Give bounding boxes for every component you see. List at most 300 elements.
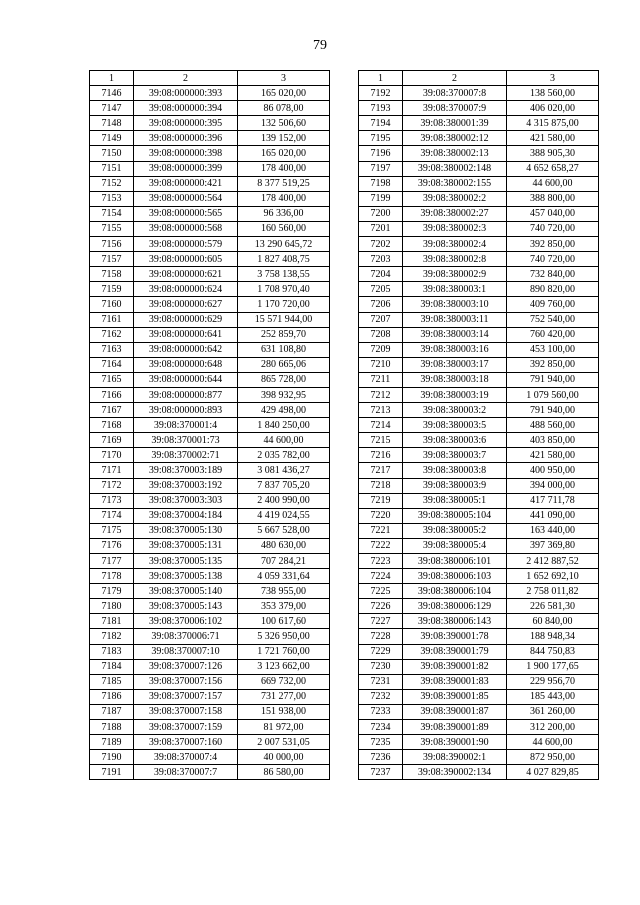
value-cell: 441 090,00 [507, 508, 599, 523]
cadastral-number-cell: 39:08:390002:134 [403, 765, 507, 780]
table-row [90, 387, 330, 402]
row-number-cell: 7235 [359, 735, 403, 750]
table-row [90, 599, 330, 614]
cadastral-number-cell: 39:08:370007:9 [403, 101, 507, 116]
value-cell: 60 840,00 [507, 614, 599, 629]
cadastral-number-cell: 39:08:380003:18 [403, 372, 507, 387]
table-row [359, 765, 599, 780]
table-row [90, 237, 330, 252]
table-row [90, 538, 330, 553]
row-number-cell: 7186 [90, 689, 134, 704]
row-number-cell: 7151 [90, 161, 134, 176]
row-number-cell: 7224 [359, 569, 403, 584]
cadastral-table-left [89, 70, 330, 780]
cadastral-number-cell: 39:08:370005:130 [134, 523, 238, 538]
row-number-cell: 7194 [359, 116, 403, 131]
row-number-cell: 7161 [90, 312, 134, 327]
table-row [359, 206, 599, 221]
row-number-cell: 7196 [359, 146, 403, 161]
row-number-cell: 7188 [90, 720, 134, 735]
table-row [90, 644, 330, 659]
value-cell: 188 948,34 [507, 629, 599, 644]
row-number-cell: 7180 [90, 599, 134, 614]
table-row [359, 403, 599, 418]
value-cell: 138 560,00 [507, 86, 599, 101]
table-row [90, 448, 330, 463]
row-number-cell: 7157 [90, 252, 134, 267]
row-number-cell: 7212 [359, 387, 403, 402]
value-cell: 398 932,95 [238, 387, 330, 402]
table-row [359, 327, 599, 342]
value-cell: 1 708 970,40 [238, 282, 330, 297]
column-header-number: 1 [359, 71, 403, 86]
table-row [359, 116, 599, 131]
table-row [90, 176, 330, 191]
value-cell: 5 326 950,00 [238, 629, 330, 644]
table-row [359, 372, 599, 387]
table-row [359, 357, 599, 372]
cadastral-number-cell: 39:08:370005:140 [134, 584, 238, 599]
value-cell: 3 081 436,27 [238, 463, 330, 478]
value-cell: 185 443,00 [507, 689, 599, 704]
value-cell: 86 078,00 [238, 101, 330, 116]
table-row [90, 704, 330, 719]
row-number-cell: 7203 [359, 252, 403, 267]
value-cell: 480 630,00 [238, 538, 330, 553]
table-row [359, 237, 599, 252]
row-number-cell: 7200 [359, 206, 403, 221]
row-number-cell: 7158 [90, 267, 134, 282]
row-number-cell: 7179 [90, 584, 134, 599]
table-row [90, 252, 330, 267]
cadastral-number-cell: 39:08:390002:1 [403, 750, 507, 765]
table-row [90, 221, 330, 236]
table-row [359, 674, 599, 689]
value-cell: 388 905,30 [507, 146, 599, 161]
table-row [90, 101, 330, 116]
table-row [90, 312, 330, 327]
cadastral-number-cell: 39:08:380006:143 [403, 614, 507, 629]
value-cell: 421 580,00 [507, 131, 599, 146]
value-cell: 752 540,00 [507, 312, 599, 327]
table-row [359, 161, 599, 176]
cadastral-number-cell: 39:08:370006:71 [134, 629, 238, 644]
cadastral-number-cell: 39:08:390001:85 [403, 689, 507, 704]
row-number-cell: 7178 [90, 569, 134, 584]
table-row [359, 448, 599, 463]
cadastral-number-cell: 39:08:000000:641 [134, 327, 238, 342]
cadastral-number-cell: 39:08:370003:192 [134, 478, 238, 493]
page-number: 79 [313, 38, 327, 53]
row-number-cell: 7177 [90, 554, 134, 569]
row-number-cell: 7167 [90, 403, 134, 418]
cadastral-number-cell: 39:08:370007:159 [134, 720, 238, 735]
table-row [90, 674, 330, 689]
value-cell: 865 728,00 [238, 372, 330, 387]
cadastral-number-cell: 39:08:380003:5 [403, 418, 507, 433]
row-number-cell: 7209 [359, 342, 403, 357]
value-cell: 8 377 519,25 [238, 176, 330, 191]
table-row [359, 508, 599, 523]
cadastral-number-cell: 39:08:370005:143 [134, 599, 238, 614]
table-row [90, 403, 330, 418]
cadastral-number-cell: 39:08:380006:129 [403, 599, 507, 614]
cadastral-number-cell: 39:08:370001:73 [134, 433, 238, 448]
cadastral-number-cell: 39:08:380003:6 [403, 433, 507, 448]
header-row [90, 71, 330, 86]
cadastral-number-cell: 39:08:370001:4 [134, 418, 238, 433]
row-number-cell: 7170 [90, 448, 134, 463]
value-cell: 4 027 829,85 [507, 765, 599, 780]
table-row [359, 86, 599, 101]
value-cell: 4 315 875,00 [507, 116, 599, 131]
row-number-cell: 7237 [359, 765, 403, 780]
value-cell: 40 000,00 [238, 750, 330, 765]
cadastral-number-cell: 39:08:370007:160 [134, 735, 238, 750]
row-number-cell: 7164 [90, 357, 134, 372]
value-cell: 791 940,00 [507, 403, 599, 418]
value-cell: 4 652 658,27 [507, 161, 599, 176]
value-cell: 392 850,00 [507, 237, 599, 252]
table-row [359, 538, 599, 553]
row-number-cell: 7213 [359, 403, 403, 418]
row-number-cell: 7165 [90, 372, 134, 387]
row-number-cell: 7197 [359, 161, 403, 176]
row-number-cell: 7155 [90, 221, 134, 236]
row-number-cell: 7171 [90, 463, 134, 478]
value-cell: 417 711,78 [507, 493, 599, 508]
cadastral-number-cell: 39:08:000000:564 [134, 191, 238, 206]
cadastral-number-cell: 39:08:390001:82 [403, 659, 507, 674]
value-cell: 100 617,60 [238, 614, 330, 629]
table-row [90, 735, 330, 750]
cadastral-number-cell: 39:08:380002:2 [403, 191, 507, 206]
value-cell: 457 040,00 [507, 206, 599, 221]
table-row [90, 629, 330, 644]
value-cell: 731 277,00 [238, 689, 330, 704]
table-row [359, 704, 599, 719]
cadastral-number-cell: 39:08:380002:4 [403, 237, 507, 252]
cadastral-number-cell: 39:08:380001:39 [403, 116, 507, 131]
table-row [90, 614, 330, 629]
row-number-cell: 7168 [90, 418, 134, 433]
cadastral-number-cell: 39:08:390001:79 [403, 644, 507, 659]
value-cell: 160 560,00 [238, 221, 330, 236]
row-number-cell: 7232 [359, 689, 403, 704]
cadastral-number-cell: 39:08:000000:893 [134, 403, 238, 418]
value-cell: 44 600,00 [507, 735, 599, 750]
row-number-cell: 7175 [90, 523, 134, 538]
value-cell: 2 035 782,00 [238, 448, 330, 463]
cadastral-number-cell: 39:08:390001:83 [403, 674, 507, 689]
row-number-cell: 7225 [359, 584, 403, 599]
value-cell: 400 950,00 [507, 463, 599, 478]
cadastral-number-cell: 39:08:000000:621 [134, 267, 238, 282]
column-header-cadastral-number: 2 [134, 71, 238, 86]
table-row [90, 554, 330, 569]
cadastral-number-cell: 39:08:390001:78 [403, 629, 507, 644]
cadastral-number-cell: 39:08:000000:393 [134, 86, 238, 101]
value-cell: 732 840,00 [507, 267, 599, 282]
cadastral-number-cell: 39:08:380002:9 [403, 267, 507, 282]
cadastral-number-cell: 39:08:370005:135 [134, 554, 238, 569]
value-cell: 740 720,00 [507, 221, 599, 236]
value-cell: 1 079 560,00 [507, 387, 599, 402]
table-row [90, 523, 330, 538]
cadastral-number-cell: 39:08:000000:629 [134, 312, 238, 327]
table-row [359, 463, 599, 478]
table-row [90, 418, 330, 433]
row-number-cell: 7204 [359, 267, 403, 282]
row-number-cell: 7163 [90, 342, 134, 357]
row-number-cell: 7228 [359, 629, 403, 644]
table-row [90, 765, 330, 780]
cadastral-number-cell: 39:08:370007:156 [134, 674, 238, 689]
value-cell: 178 400,00 [238, 191, 330, 206]
cadastral-number-cell: 39:08:380002:148 [403, 161, 507, 176]
row-number-cell: 7154 [90, 206, 134, 221]
cadastral-number-cell: 39:08:390001:90 [403, 735, 507, 750]
cadastral-number-cell: 39:08:370007:8 [403, 86, 507, 101]
table-row [359, 101, 599, 116]
cadastral-number-cell: 39:08:380006:103 [403, 569, 507, 584]
value-cell: 2 758 011,82 [507, 584, 599, 599]
row-number-cell: 7192 [359, 86, 403, 101]
cadastral-number-cell: 39:08:000000:565 [134, 206, 238, 221]
value-cell: 13 290 645,72 [238, 237, 330, 252]
table-row [359, 312, 599, 327]
table-row [359, 584, 599, 599]
column-header-cadastral-number: 2 [403, 71, 507, 86]
row-number-cell: 7198 [359, 176, 403, 191]
row-number-cell: 7153 [90, 191, 134, 206]
cadastral-number-cell: 39:08:000000:644 [134, 372, 238, 387]
cadastral-number-cell: 39:08:380006:101 [403, 554, 507, 569]
value-cell: 165 020,00 [238, 146, 330, 161]
row-number-cell: 7160 [90, 297, 134, 312]
row-number-cell: 7205 [359, 282, 403, 297]
table-row [359, 659, 599, 674]
value-cell: 488 560,00 [507, 418, 599, 433]
table-row [90, 357, 330, 372]
cadastral-number-cell: 39:08:370007:4 [134, 750, 238, 765]
table-row [90, 720, 330, 735]
table-row [90, 161, 330, 176]
row-number-cell: 7222 [359, 538, 403, 553]
row-number-cell: 7184 [90, 659, 134, 674]
value-cell: 1 170 720,00 [238, 297, 330, 312]
value-cell: 409 760,00 [507, 297, 599, 312]
cadastral-number-cell: 39:08:380003:14 [403, 327, 507, 342]
value-cell: 1 827 408,75 [238, 252, 330, 267]
value-cell: 165 020,00 [238, 86, 330, 101]
value-cell: 7 837 705,20 [238, 478, 330, 493]
table-row [359, 523, 599, 538]
value-cell: 132 506,60 [238, 116, 330, 131]
row-number-cell: 7201 [359, 221, 403, 236]
row-number-cell: 7148 [90, 116, 134, 131]
row-number-cell: 7218 [359, 478, 403, 493]
row-number-cell: 7223 [359, 554, 403, 569]
table-row [90, 493, 330, 508]
value-cell: 388 800,00 [507, 191, 599, 206]
table-row [359, 252, 599, 267]
row-number-cell: 7189 [90, 735, 134, 750]
value-cell: 361 260,00 [507, 704, 599, 719]
value-cell: 5 667 528,00 [238, 523, 330, 538]
row-number-cell: 7226 [359, 599, 403, 614]
cadastral-number-cell: 39:08:370002:71 [134, 448, 238, 463]
cadastral-number-cell: 39:08:380002:3 [403, 221, 507, 236]
table-row [90, 584, 330, 599]
row-number-cell: 7233 [359, 704, 403, 719]
row-number-cell: 7173 [90, 493, 134, 508]
cadastral-number-cell: 39:08:380002:8 [403, 252, 507, 267]
value-cell: 453 100,00 [507, 342, 599, 357]
row-number-cell: 7227 [359, 614, 403, 629]
table-row [90, 131, 330, 146]
row-number-cell: 7183 [90, 644, 134, 659]
value-cell: 631 108,80 [238, 342, 330, 357]
value-cell: 280 665,06 [238, 357, 330, 372]
value-cell: 1 900 177,65 [507, 659, 599, 674]
cadastral-number-cell: 39:08:380005:1 [403, 493, 507, 508]
table-row [90, 86, 330, 101]
row-number-cell: 7229 [359, 644, 403, 659]
cadastral-number-cell: 39:08:370007:126 [134, 659, 238, 674]
value-cell: 760 420,00 [507, 327, 599, 342]
row-number-cell: 7150 [90, 146, 134, 161]
table-row [359, 282, 599, 297]
value-cell: 44 600,00 [507, 176, 599, 191]
row-number-cell: 7207 [359, 312, 403, 327]
cadastral-number-cell: 39:08:370007:7 [134, 765, 238, 780]
value-cell: 872 950,00 [507, 750, 599, 765]
table-row [359, 720, 599, 735]
column-header-number: 1 [90, 71, 134, 86]
row-number-cell: 7216 [359, 448, 403, 463]
value-cell: 1 721 760,00 [238, 644, 330, 659]
value-cell: 353 379,00 [238, 599, 330, 614]
cadastral-number-cell: 39:08:390001:89 [403, 720, 507, 735]
cadastral-number-cell: 39:08:370006:102 [134, 614, 238, 629]
value-cell: 890 820,00 [507, 282, 599, 297]
cadastral-number-cell: 39:08:370003:189 [134, 463, 238, 478]
cadastral-number-cell: 39:08:000000:395 [134, 116, 238, 131]
table-row [359, 146, 599, 161]
row-number-cell: 7156 [90, 237, 134, 252]
cadastral-number-cell: 39:08:000000:394 [134, 101, 238, 116]
row-number-cell: 7172 [90, 478, 134, 493]
row-number-cell: 7230 [359, 659, 403, 674]
cadastral-number-cell: 39:08:380005:2 [403, 523, 507, 538]
cadastral-number-cell: 39:08:000000:579 [134, 237, 238, 252]
row-number-cell: 7206 [359, 297, 403, 312]
table-row [90, 282, 330, 297]
cadastral-number-cell: 39:08:380002:155 [403, 176, 507, 191]
value-cell: 738 955,00 [238, 584, 330, 599]
table-row [359, 221, 599, 236]
row-number-cell: 7181 [90, 614, 134, 629]
cadastral-number-cell: 39:08:370004:184 [134, 508, 238, 523]
row-number-cell: 7191 [90, 765, 134, 780]
header-row [359, 71, 599, 86]
table-row [359, 478, 599, 493]
cadastral-number-cell: 39:08:370007:158 [134, 704, 238, 719]
row-number-cell: 7162 [90, 327, 134, 342]
value-cell: 2 412 887,52 [507, 554, 599, 569]
table-row [359, 267, 599, 282]
table-row [359, 750, 599, 765]
table-row [359, 644, 599, 659]
row-number-cell: 7152 [90, 176, 134, 191]
value-cell: 406 020,00 [507, 101, 599, 116]
table-row [90, 508, 330, 523]
value-cell: 669 732,00 [238, 674, 330, 689]
table-row [359, 614, 599, 629]
value-cell: 151 938,00 [238, 704, 330, 719]
table-row [90, 327, 330, 342]
table-row [90, 659, 330, 674]
row-number-cell: 7147 [90, 101, 134, 116]
table-row [359, 689, 599, 704]
value-cell: 226 581,30 [507, 599, 599, 614]
row-number-cell: 7174 [90, 508, 134, 523]
table-row [90, 116, 330, 131]
cadastral-number-cell: 39:08:000000:398 [134, 146, 238, 161]
table-row [90, 433, 330, 448]
table-row [90, 750, 330, 765]
table-row [359, 554, 599, 569]
row-number-cell: 7202 [359, 237, 403, 252]
table-row [90, 372, 330, 387]
cadastral-number-cell: 39:08:380003:11 [403, 312, 507, 327]
table-row [359, 387, 599, 402]
cadastral-number-cell: 39:08:380003:19 [403, 387, 507, 402]
column-header-value: 3 [238, 71, 330, 86]
cadastral-number-cell: 39:08:000000:627 [134, 297, 238, 312]
value-cell: 312 200,00 [507, 720, 599, 735]
cadastral-number-cell: 39:08:380003:9 [403, 478, 507, 493]
row-number-cell: 7193 [359, 101, 403, 116]
row-number-cell: 7199 [359, 191, 403, 206]
cadastral-number-cell: 39:08:380003:2 [403, 403, 507, 418]
cadastral-number-cell: 39:08:380003:1 [403, 282, 507, 297]
table-row [359, 297, 599, 312]
value-cell: 844 750,83 [507, 644, 599, 659]
row-number-cell: 7217 [359, 463, 403, 478]
value-cell: 3 758 138,55 [238, 267, 330, 282]
value-cell: 81 972,00 [238, 720, 330, 735]
value-cell: 2 007 531,05 [238, 735, 330, 750]
table-row [359, 342, 599, 357]
row-number-cell: 7166 [90, 387, 134, 402]
row-number-cell: 7149 [90, 131, 134, 146]
table-row [359, 131, 599, 146]
cadastral-number-cell: 39:08:370005:131 [134, 538, 238, 553]
cadastral-number-cell: 39:08:380006:104 [403, 584, 507, 599]
value-cell: 3 123 662,00 [238, 659, 330, 674]
cadastral-number-cell: 39:08:380003:8 [403, 463, 507, 478]
table-row [359, 493, 599, 508]
value-cell: 4 419 024,55 [238, 508, 330, 523]
value-cell: 1 840 250,00 [238, 418, 330, 433]
table-row [359, 191, 599, 206]
cadastral-table-right [358, 70, 599, 780]
value-cell: 429 498,00 [238, 403, 330, 418]
value-cell: 15 571 944,00 [238, 312, 330, 327]
cadastral-number-cell: 39:08:370007:10 [134, 644, 238, 659]
